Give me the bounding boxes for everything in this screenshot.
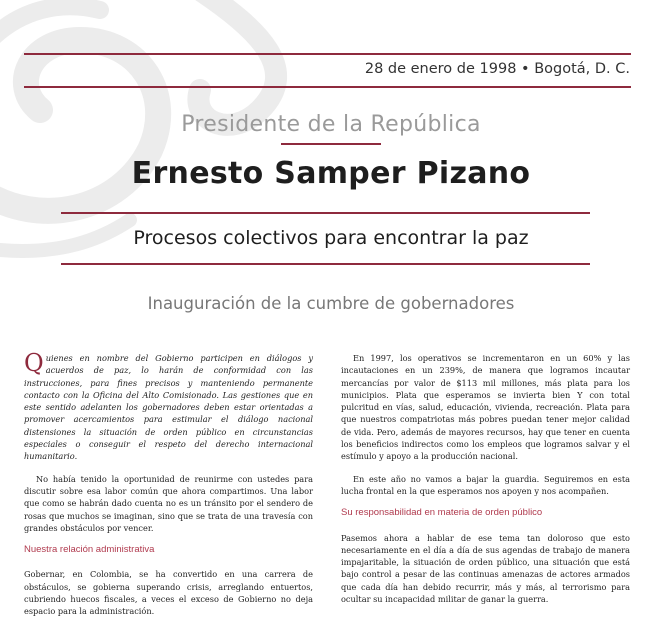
date-place: 28 de enero de 1998 • Bogotá, D. C.	[364, 61, 630, 77]
title-bottom-rule	[61, 263, 590, 265]
event-title: Inauguración de la cumbre de gobernadores	[147, 294, 515, 313]
intro-text: uienes en nombre del Gobierno participen en diálogos y acuerdos de paz, lo harán de conformidad con las instrucciones, para fines precisos y manteniendo permanente contacto con la Oficina del Alto Comisionado. Las gestiones que en este sentido adelanten los gobernadores deben estar orientadas a promover acercamientos para estimular el diálogo nacional distensiones la situación de orden público en circunstancias especiales o conseguir el respeto del derecho internacional humanitario.	[24, 353, 313, 462]
header-bottom-rule	[24, 86, 631, 88]
section-subhead: Su responsabilidad en materia de orden público	[341, 507, 543, 519]
header-top-rule	[24, 53, 631, 55]
president-name: Ernesto Samper Pizano	[131, 156, 531, 191]
body-paragraph: Pasemos ahora a hablar de ese tema tan doloroso que esto necesariamente en el día a día de sus agendas de trabajo de manera impajaritable, la situación de orden público, una situación que está bajo control a pesar de las continuas amenazas de actores armados que cada día han debido recurrir, más y más, al terrorismo para ocultar su incapacidad militar de ganar la guerra.	[341, 532, 630, 605]
office-title: Presidente de la República	[181, 112, 481, 137]
body-paragraph: En este año no vamos a bajar la guardia. Seguiremos en esta lucha frontal en la que esperamos nos apoyen y nos acompañen.	[341, 473, 630, 496]
body-paragraph: Gobernar, en Colombia, se ha convertido en una carrera de obstáculos, se gobierna superando crisis, arreglando entuertos, cubriendo huecos fiscales, a veces el exceso de Gobierno no deja espacio para la administración.	[24, 569, 313, 617]
drop-cap: Q	[24, 349, 44, 377]
body-column-right	[341, 352, 630, 615]
section-subhead: Nuestra relación administrativa	[24, 544, 155, 556]
title-top-rule	[61, 212, 590, 214]
body-column-left	[24, 349, 313, 628]
body-paragraph: En 1997, los operativos se incrementaron en un 60% y las incautaciones en un 239%, de manera que logramos incautar mercancías por valor de $113 mil millones, más plata para los municipios. Plata que esperamos se invierta bien Y con total pulcritud en vías, salud, educación, vivienda, recreación. Plata para que nuestros compatriotas más pobres puedan tener mejor calidad de vida. Pero, además de mayores recursos, hay que tener en cuenta los beneficios indirectos como los empleos que logramos salvar y el estímulo y apoyo a la producción nacional.	[341, 353, 630, 462]
book-title: Procesos colectivos para encontrar la paz	[133, 227, 529, 249]
body-paragraph: No había tenido la oportunidad de reunirme con ustedes para discutir sobre esa labor común que ahora compartimos. Una labor que como se habrán dado cuenta no es un tránsito por el sendero de rosas que muchos se imaginan, sino que se trata de una travesía con grandes obstáculos por vencer.	[24, 473, 313, 533]
office-underline	[281, 143, 381, 145]
intro-paragraph	[24, 349, 313, 463]
